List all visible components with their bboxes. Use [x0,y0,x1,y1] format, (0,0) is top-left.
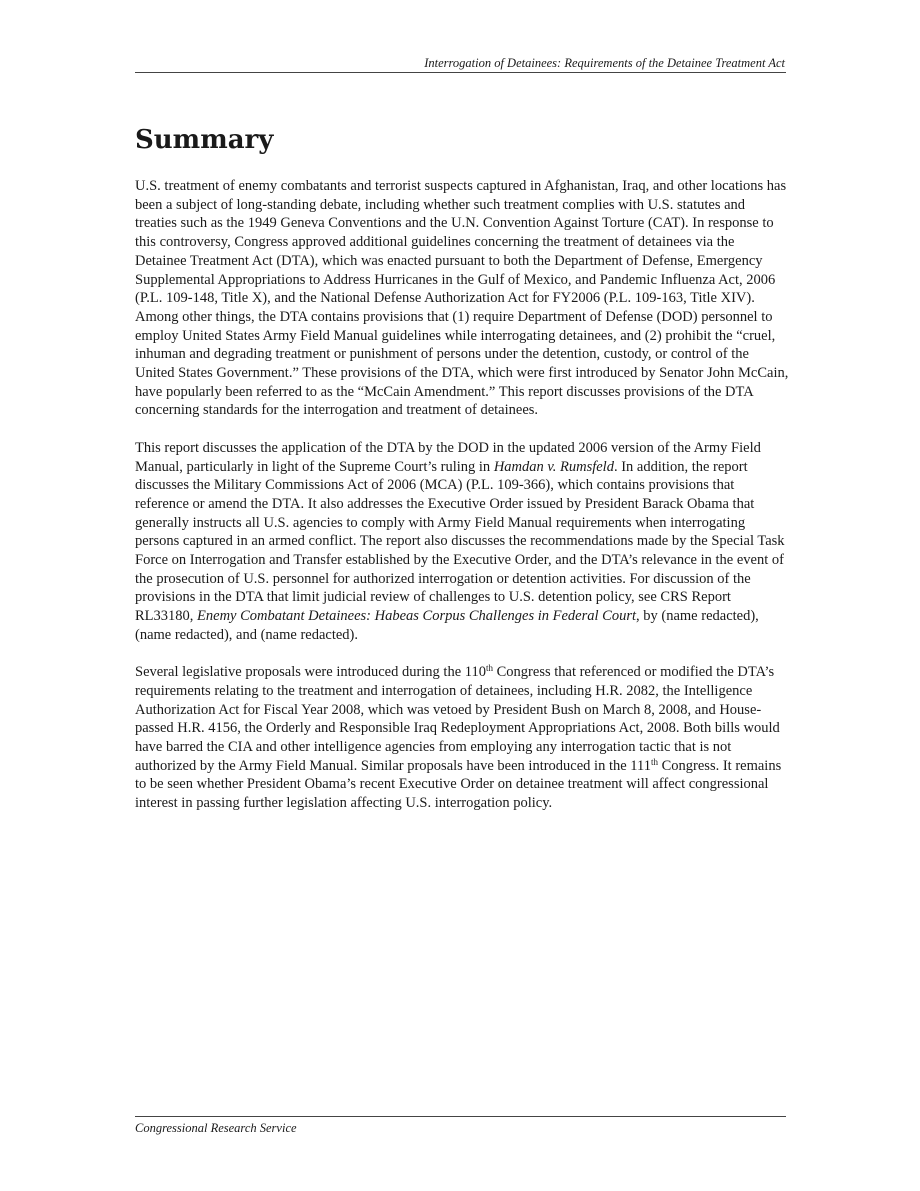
case-name-hamdan: Hamdan v. Rumsfeld [493,458,614,475]
footer-divider [135,1116,786,1117]
paragraph-3-text-b: Congress that referenced or modified the DTA’s requirements relating to the treatment and interrogation of detainees, including H.R. 2082, the Intelligence Authorization Act for Fiscal Year 2008, which was vetoed by President Bush on March 8, 2008, and House-passed H.R. 4156, the Orderly and Responsible Iraq Redeployment Appropriations Act, 2008. Both bills would have barred the CIA and other intelligence agencies from employing any interrogation tactic that is not authorized by the Army Field Manual. Similar proposals have been introduced in the 111 [135,664,780,774]
summary-paragraph-3 [135,663,789,813]
summary-paragraph-1 [135,177,789,420]
paragraph-3-text-a: Several legislative proposals were introduced during the 110 [135,664,486,681]
paragraph-2-text-b: . In addition, the report discusses the Military Commissions Act of 2006 (MCA) (P.L. 109-366), which contains provisions that reference or amend the DTA. It also addresses the Executive Order issued by President Barack Obama that generally instructs all U.S. agencies to comply with Army Field Manual requirements when interrogating persons captured in an armed conflict. The report also discusses the recommendations made by the Special Task Force on Interrogation and Transfer established by the Executive Order, and the DTA’s relevance in the event of the prosecution of U.S. personnel for authorized interrogation or detention activities. For discussion of the provisions in the DTA that limit judicial review of challenges to U.S. detention policy, see CRS Report RL33180, [135,458,785,625]
paragraph-3-text-c: Congress. It remains to be seen whether President Obama’s recent Executive Order on detainee treatment will affect congressional interest in passing further legislation affecting U.S. interrogation policy. [135,757,782,812]
paragraph-1-text: U.S. treatment of enemy combatants and terrorist suspects captured in Afghanistan, Iraq, and other locations has been a subject of long-standing debate, including whether such treatment complies with U.S. statutes and treaties such as the 1949 Geneva Conventions and the U.N. Convention Against Torture (CAT). In response to this controversy, Congress approved additional guidelines concerning the treatment of detainees via the Detainee Treatment Act (DTA), which was enacted pursuant to both the Department of Defense, Emergency Supplemental Appropriations to Address Hurricanes in the Gulf of Mexico, and Pandemic Influenza Act, 2006 (P.L. 109-148, Title X), and the National Defense Authorization Act for FY2006 (P.L. 109-163, Title XIV). Among other things, the DTA contains provisions that (1) require Department of Defense (DOD) personnel to employ United States Army Field Manual guidelines while interrogating detainees, and (2) prohibit the “cruel, inhuman and degrading treatment or punishment of persons under the detention, custody, or control of the United States Government.” These provisions of the DTA, which were first introduced by Senator John McCain, have popularly been referred to as the “McCain Amendment.” This report discusses provisions of the DTA concerning standards for the interrogation and treatment of detainees. [135,178,789,419]
summary-paragraph-2 [135,439,789,645]
header-divider [135,72,786,73]
ordinal-suffix-111th: th [650,756,658,767]
paragraph-2-text-c: , by (name redacted), (name redacted), and (name redacted). [135,608,759,643]
crs-report-title: Enemy Combatant Detainees: Habeas Corpus Challenges in Federal Court [197,608,637,625]
summary-body [135,177,789,832]
section-title: Summary [135,125,274,155]
running-footer-publisher: Congressional Research Service [135,1121,297,1135]
ordinal-suffix-110th: th [486,663,494,674]
running-header-title: Interrogation of Detainees: Requirements of the Detainee Treatment Act [424,56,785,70]
paragraph-2-text-a: This report discusses the application of the DTA by the DOD in the updated 2006 version of the Army Field Manual, particularly in light of the Supreme Court’s ruling in [135,439,761,475]
